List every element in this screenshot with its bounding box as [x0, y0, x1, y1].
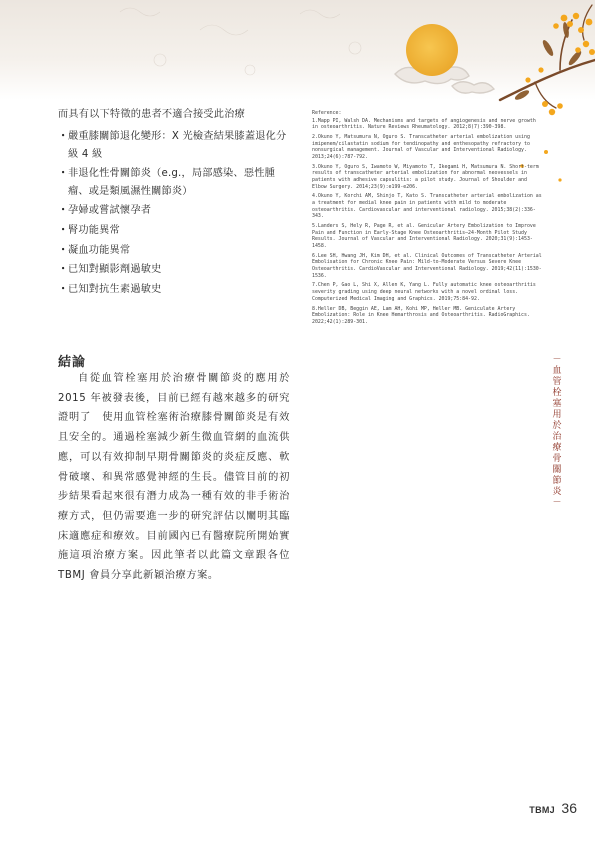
- conclusion-heading: 結論: [58, 355, 87, 370]
- moon: [406, 24, 458, 76]
- reference-item: 6.Lee SH, Hwang JH, Kim DH, et al. Clinical Outcomes of Transcatheter Arterial Embolisation for Chronic Knee Pain: Mild-to-Moderate Versus Severe Knee Osteoarthritis. CardioVascular and Interventional Radiology. 2019;42(11):1530-1536.: [312, 252, 542, 279]
- reference-item: 3.Okuno Y, Oguro S, Iwamoto W, Miyamoto T, Ikegami H, Matsumura N. Short-term results of transcatheter arterial embolization for abnormal neovessels in patients with adhesive capsulitis: a pilot study. Journal of Shoulder and Elbow Surgery. 2014;23(9):e199-e206.: [312, 163, 539, 190]
- paper-texture-band: [0, 0, 595, 100]
- reference-item: 5.Landers S, Hely R, Page R, et al. Genicular Artery Embolization to Improve Pain and Function in Early-Stage Knee Osteoarthritis—24-Month Pilot Study Results. Journal of Vascular and Interventional Radiology. 2020;31(9):1453-1458.: [312, 223, 536, 249]
- reference-item: 8.Heller DB, Beggin AE, Lam AH, Kohi MP, Heller MB. Geniculate Artery Embolization: Role in Knee Hemarthrosis and Osteoarthritis. RadioGraphics. 2022;42(1):289-301.: [312, 305, 530, 325]
- page-footer: [529, 800, 577, 818]
- reference-list: [312, 110, 544, 329]
- list-item: ・ 已知對抗生素過敏史: [58, 283, 162, 295]
- list-item: ・ 腎功能異常: [58, 224, 120, 236]
- section-side-tab: －血管栓塞用於治療骨關節炎－: [552, 355, 562, 508]
- conclusion-paragraph: 自從血管栓塞用於治療骨關節炎的應用於 2015 年被發表後，目前已經有越來越多的研究證明了 使用血管栓塞術治療膝骨關節炎是有效且安全的。通過栓塞減少新生微血管網的血流供應，可以有效抑制早期骨關節炎的炎症反應、軟骨破壞、和異常感覺神經的生長。儘管目前的初步結果看起來很有潛力成為一種有效的非手術治療方式，但仍需要進一步的研究評估以闡明其臨床適應症和療效。目前國內已有醫療院所開始實施這項治療方案。因此筆者以此篇文章跟各位 TBMJ 會員分享此新穎治療方案。: [58, 373, 290, 582]
- reference-item: 2.Okuno Y, Matsumura N, Oguro S. Transcatheter arterial embolization using imipenem/cilastatin sodium for tendinopathy and enthesopathy refractory to nonsurgical management. Journal of Vascular and Interventional Radiology. 2013;24(6):787-792.: [312, 134, 530, 160]
- contraindication-list: [58, 128, 290, 300]
- list-item: ・ 嚴重膝關節退化變形：X 光檢查結果膝蓋退化分級 4 級: [58, 131, 287, 160]
- reference-heading: Reference:: [312, 110, 342, 116]
- list-item: ・ 孕婦或嘗試懷孕者: [58, 205, 152, 217]
- page-number: 36: [561, 800, 577, 816]
- list-item: ・ 非退化性骨關節炎（e.g.，局部感染、惡性腫瘤、或是類風濕性關節炎）: [58, 168, 275, 197]
- journal-brand: TBMJ: [529, 805, 555, 815]
- reference-item: 4.Okuno Y, Korchi AM, Shinjo T, Kato S. Transcatheter arterial embolization as a treatment for medial knee pain in patients with mild to moderate osteoarthritis. Cardiovascular and interventional radiology. 2015;38(2):336-343.: [312, 193, 542, 220]
- contraindication-intro: 而具有以下特徵的患者不適合接受此治療: [58, 109, 245, 120]
- reference-item: 1.Mapp PI, Walsh DA. Mechanisms and targets of angiogenesis and nerve growth in osteoarthritis. Nature Reviews Rheumatology. 2012;8(7):390-398.: [312, 117, 536, 131]
- list-item: ・ 已知對顯影劑過敏史: [58, 264, 162, 276]
- list-item: ・ 凝血功能異常: [58, 244, 131, 256]
- reference-item: 7.Chen P, Gao L, Shi X, Allen K, Yang L. Fully automatic knee osteoarthritis severity grading using deep neural networks with a novel ordinal loss. Computerized Medical Imaging and Graphics. 2019;75:84-92.: [312, 282, 536, 302]
